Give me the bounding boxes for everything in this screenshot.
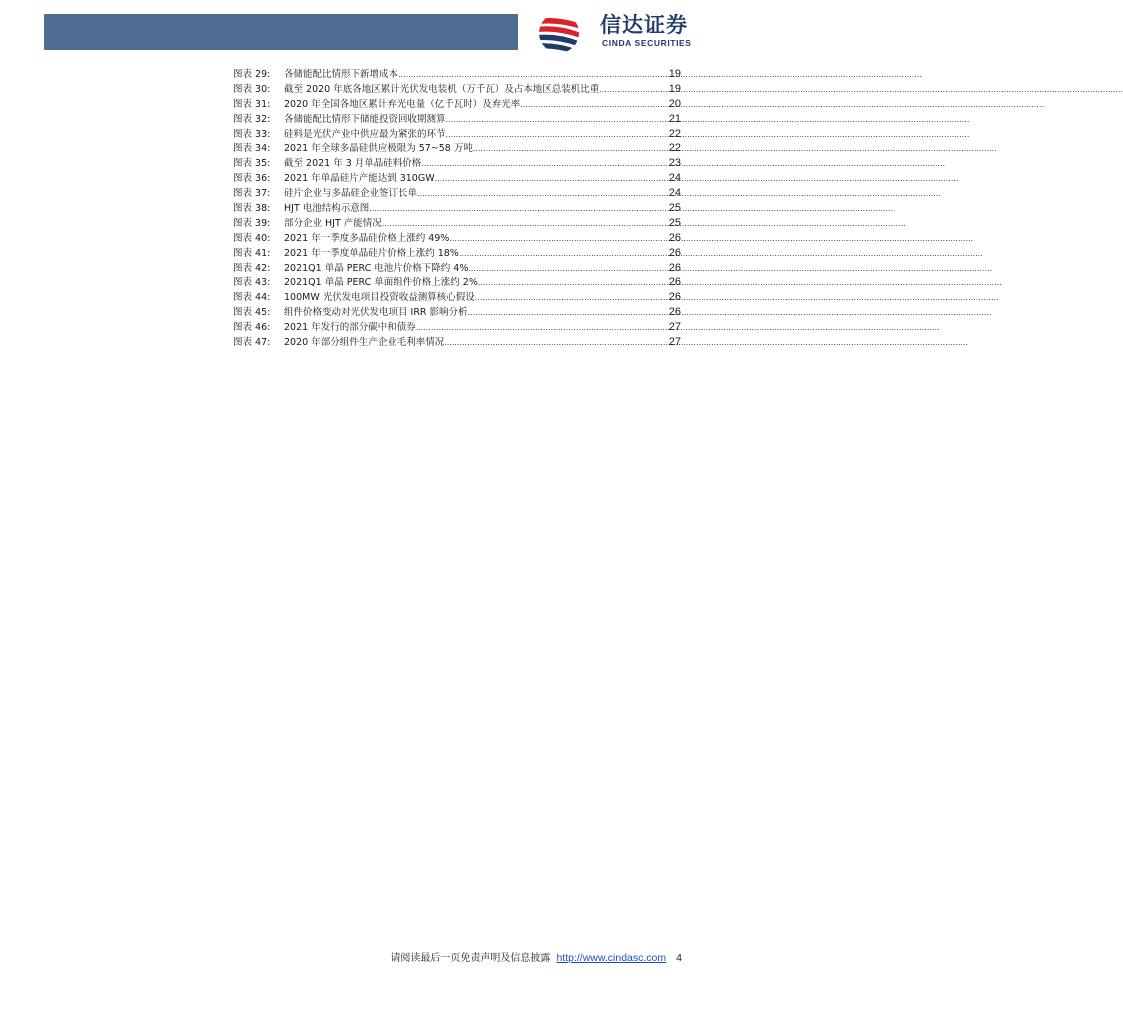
toc-entry-page: 22	[668, 127, 681, 140]
toc-entry-page: 26	[668, 231, 681, 244]
toc-entry-page: 26	[668, 306, 681, 319]
toc-entry-page: 23	[668, 157, 681, 170]
toc-entry-title: 硅片企业与多晶硅企业签订长单	[284, 188, 418, 200]
toc-dot-leader	[421, 157, 667, 172]
toc-entry-title: 2021 年发行的部分碳中和债券	[284, 322, 416, 334]
toc-dot-leader	[398, 68, 667, 83]
disclaimer-note: 请阅读最后一页免责声明及信息披露	[390, 953, 551, 964]
toc-entry-label: 图表 37:	[233, 188, 271, 200]
toc-entry[interactable]	[233, 290, 681, 305]
toc-entry-page: 26	[668, 246, 681, 259]
toc-entry-label: 图表 29:	[233, 69, 271, 80]
toc-dot-leader	[416, 321, 667, 336]
toc-entry[interactable]	[233, 231, 681, 246]
toc-entry[interactable]	[233, 112, 681, 127]
toc-entry-label: 图表 36:	[233, 173, 271, 185]
toc-dot-leader	[473, 142, 667, 157]
toc-entry-page: 22	[668, 142, 681, 155]
toc-entry-title: 2021Q1 单晶 PERC 单面组件价格上涨约 2%	[284, 277, 478, 289]
toc-dot-leader	[478, 276, 667, 291]
toc-entry[interactable]	[233, 201, 681, 216]
toc-entry[interactable]	[233, 186, 681, 201]
toc-entry-label: 图表 44:	[233, 292, 271, 304]
page-number: 4	[676, 952, 682, 964]
logo-name-cn: 信达证券	[600, 13, 688, 37]
toc-entry-title: 截至 2021 年 3 月单晶硅料价格	[284, 158, 422, 170]
toc-entry-title: 2021 年一季度多晶硅价格上涨约 49%	[284, 232, 450, 244]
toc-dot-leader	[468, 306, 667, 321]
toc-dot-leader	[444, 336, 667, 351]
toc-entry-title: 100MW 光伏发电项目投资收益测算核心假设	[284, 292, 475, 304]
toc-entry-page: 27	[668, 321, 681, 334]
toc-entry-page: 21	[668, 112, 681, 125]
toc-entry-page: 24	[668, 172, 681, 185]
toc-entry-page: 25	[668, 216, 681, 229]
toc-entry-page: 25	[668, 202, 681, 215]
toc-entry-label: 图表 35:	[233, 158, 271, 170]
cinda-logo-icon	[528, 12, 590, 54]
toc-entry-label: 图表 46:	[233, 322, 271, 334]
toc-entry[interactable]	[233, 141, 681, 156]
toc-entry-label: 图表 40:	[233, 232, 271, 244]
toc-entry-label: 图表 39:	[233, 217, 271, 229]
figure-list	[233, 67, 681, 350]
toc-entry-label: 图表 30:	[233, 83, 271, 95]
toc-entry-title: 各储能配比情形下新增成本	[284, 69, 399, 80]
toc-entry-page: 26	[668, 276, 681, 289]
toc-entry-label: 图表 32:	[233, 113, 271, 125]
toc-entry-page: 20	[668, 97, 681, 110]
toc-entry-label: 图表 31:	[233, 98, 271, 110]
toc-entry-label: 图表 45:	[233, 307, 271, 319]
toc-entry-title: 2021 年全球多晶硅供应极限为 57~58 万吨	[284, 143, 473, 155]
toc-entry-label: 图表 33:	[233, 128, 271, 140]
toc-entry[interactable]	[233, 261, 681, 276]
toc-entry-label: 图表 43:	[233, 277, 271, 289]
toc-entry-title: 硅料是光伏产业中供应最为紧张的环节	[284, 128, 446, 140]
toc-dot-leader	[417, 187, 667, 202]
toc-entry-title: 2020 年部分组件生产企业毛利率情况	[284, 337, 445, 349]
toc-entry-title: 组件价格变动对光伏发电项目 IRR 影响分析	[284, 307, 468, 319]
toc-dot-leader	[475, 291, 667, 306]
header-bar	[44, 14, 518, 50]
toc-entry-page: 24	[668, 187, 681, 200]
toc-entry[interactable]	[233, 156, 681, 171]
toc-entry-page: 26	[668, 261, 681, 274]
toc-dot-leader	[468, 262, 667, 277]
toc-entry[interactable]	[233, 320, 681, 335]
toc-entry[interactable]	[233, 275, 681, 290]
toc-dot-leader	[435, 172, 667, 187]
toc-entry-title: 各储能配比情形下储能投资回收期测算	[284, 113, 446, 125]
toc-dot-leader	[369, 202, 667, 217]
toc-entry-title: HJT 电池结构示意图	[284, 203, 370, 215]
toc-entry[interactable]	[233, 305, 681, 320]
toc-entry-title: 部分企业 HJT 产能情况	[284, 217, 382, 229]
toc-entry-title: 2020 年全国各地区累计弃光电量（亿千瓦时）及弃光率	[284, 98, 521, 110]
toc-entry[interactable]	[233, 171, 681, 186]
toc-entry[interactable]	[233, 97, 681, 112]
toc-entry[interactable]	[233, 216, 681, 231]
toc-dot-leader	[599, 83, 667, 98]
toc-entry[interactable]	[233, 335, 681, 350]
toc-entry-title: 2021 年一季度单晶硅片价格上涨约 18%	[284, 247, 459, 259]
toc-entry-label: 图表 47:	[233, 337, 271, 349]
toc-entry-page: 19	[668, 82, 681, 95]
logo-name-en: CINDA SECURITIES	[602, 38, 692, 48]
toc-entry-label: 图表 38:	[233, 203, 271, 215]
toc-dot-leader	[446, 128, 667, 143]
toc-dot-leader	[449, 232, 667, 247]
toc-entry-label: 图表 34:	[233, 143, 271, 155]
toc-entry-page: 19	[668, 68, 681, 80]
toc-entry-label: 图表 41:	[233, 247, 271, 259]
toc-entry-page: 27	[668, 336, 681, 349]
toc-entry-title: 截至 2020 年底各地区累计光伏发电装机（万千瓦）及占本地区总装机比重	[284, 83, 600, 95]
toc-entry-page: 26	[668, 291, 681, 304]
toc-dot-leader	[446, 113, 667, 128]
company-logo	[528, 10, 708, 54]
toc-entry[interactable]	[233, 82, 681, 97]
toc-dot-leader	[459, 247, 667, 262]
page-footer	[390, 949, 682, 964]
toc-entry-label: 图表 42:	[233, 262, 271, 274]
toc-dot-leader	[520, 98, 667, 113]
toc-entry[interactable]	[233, 246, 681, 261]
toc-entry[interactable]	[233, 127, 681, 142]
toc-entry-title: 2021 年单晶硅片产能达到 310GW	[284, 173, 435, 185]
website-link[interactable]: http://www.cindasc.com	[556, 952, 667, 964]
toc-entry[interactable]	[233, 67, 681, 82]
toc-dot-leader	[382, 217, 667, 232]
toc-entry-title: 2021Q1 单晶 PERC 电池片价格下降约 4%	[284, 262, 469, 274]
